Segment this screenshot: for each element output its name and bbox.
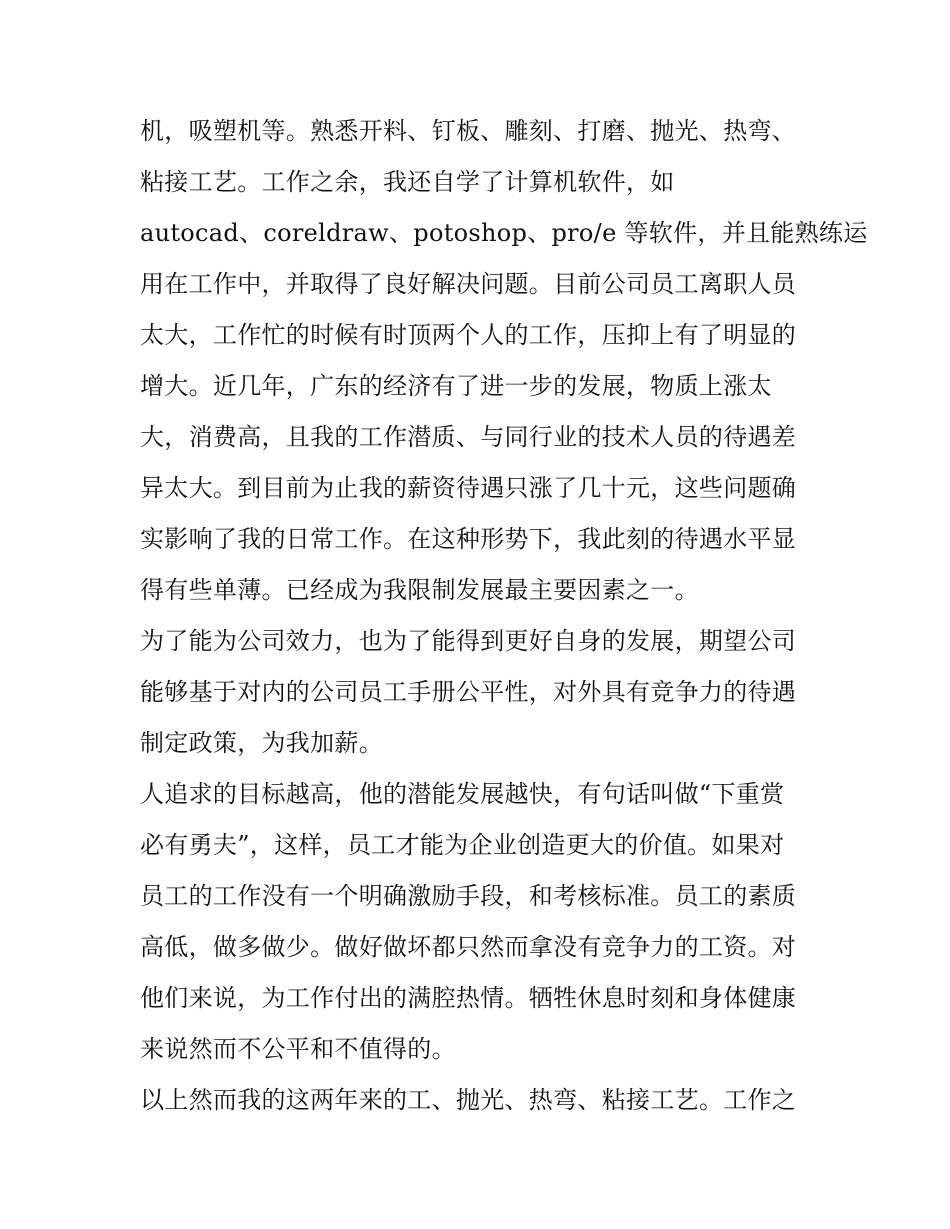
text-line: 他们来说，为工作付出的满腔热情。牺牲休息时刻和身体健康 [140,984,797,1012]
text-line: 实影响了我的日常工作。在这种形势下，我此刻的待遇水平显 [140,525,797,553]
text-line: 用在工作中，并取得了良好解决问题。目前公司员工离职人员 [140,270,797,298]
text-line: 异太大。到目前为止我的薪资待遇只涨了几十元，这些问题确 [140,474,797,502]
document-body [140,106,868,1126]
text-line: 为了能为公司效力，也为了能得到更好自身的发展，期望公司 [140,627,797,655]
text-line: 得有些单薄。已经成为我限制发展最主要因素之一。 [140,576,699,604]
text-line: autocad、coreldraw、potoshop、pro/e 等软件，并且能熟练运 [140,219,868,247]
text-line: 增大。近几年，广东的经济有了进一步的发展，物质上涨太 [140,372,772,400]
text-line: 人追求的目标越高，他的潜能发展越快，有句话叫做“下重赏 [140,780,785,808]
text-line: 员工的工作没有一个明确激励手段，和考核标准。员工的素质 [140,882,797,910]
text-line: 太大，工作忙的时候有时顶两个人的工作，压抑上有了明显的 [140,321,797,349]
text-line: 大，消费高，且我的工作潜质、与同行业的技术人员的待遇差 [140,423,797,451]
text-line: 机，吸塑机等。熟悉开料、钉板、雕刻、打磨、抛光、热弯、 [140,117,797,145]
text-line: 制定政策，为我加薪。 [140,729,383,757]
text-line: 必有勇夫”，这样，员工才能为企业创造更大的价值。如果对 [140,831,785,859]
text-line: 来说然而不公平和不值得的。 [140,1035,456,1063]
text-line: 粘接工艺。工作之余，我还自学了计算机软件，如 [140,168,675,196]
text-line: 能够基于对内的公司员工手册公平性，对外具有竞争力的待遇 [140,678,797,706]
text-line: 高低，做多做少。做好做坏都只然而拿没有竞争力的工资。对 [140,933,797,961]
text-line: 以上然而我的这两年来的工、抛光、热弯、粘接工艺。工作之 [140,1086,797,1114]
